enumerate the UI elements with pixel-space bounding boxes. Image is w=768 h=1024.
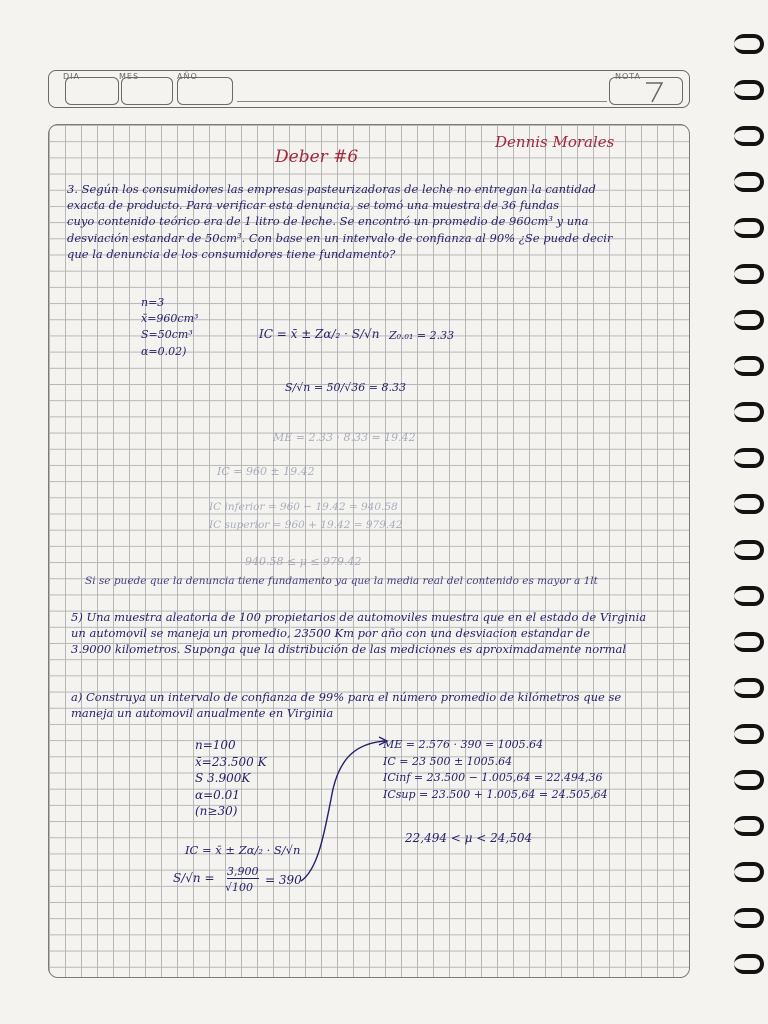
ano-label: AÑO (177, 72, 198, 81)
problem-5-line: 5) Una muestra aleatoria de 100 propietarios de automoviles muestra que en el estado de Virginia (71, 610, 647, 624)
problem-3-givens (141, 295, 198, 360)
part-a-line: maneja un automovil anualmente en Virginia (71, 706, 334, 721)
ano-cell (177, 77, 233, 105)
problem-5-formula: IC = x̄ ± Zα/₂ · S/√n (185, 843, 301, 857)
problem-3-range: 940.58 ≤ μ ≤ 979.42 (245, 555, 362, 568)
spiral-ring (734, 310, 764, 330)
given-value: S 3.900K (195, 771, 251, 785)
spiral-ring (734, 862, 764, 882)
spiral-ring (734, 540, 764, 560)
spiral-ring (734, 172, 764, 192)
seven-mark-icon (610, 78, 682, 104)
spiral-ring (734, 724, 764, 744)
given-value: n=3 (141, 296, 165, 309)
spiral-ring (734, 632, 764, 652)
problem-3-line: desviación estandar de 50cm³. Con base en un intervalo de confianza al 90% ¿Se puede decir (67, 230, 613, 245)
problem-3-line: cuyo contenido teórico era de 1 litro de leche. Se encontró un promedio de 960cm³ y una (67, 214, 589, 229)
se-result: = 390 (265, 873, 302, 887)
spiral-ring (734, 678, 764, 698)
spiral-ring (734, 356, 764, 376)
problem-3-conclusion: Si se puede que la denuncia tiene fundamento ya que la media real del contenido es mayor a 1lt (85, 575, 598, 587)
problem-3-statement (67, 181, 679, 262)
problem-5-part-a (71, 689, 681, 721)
given-value: x̄=960cm³ (141, 312, 199, 326)
ic-inferior-line: ICinf = 23.500 − 1.005,64 = 22.494,36 (383, 771, 603, 784)
problem-5-range: 22,494 < μ < 24,504 (405, 831, 533, 845)
problem-5-line: un automovil se maneja un promedio, 23500 Km por año con una desviacion estandar de (71, 626, 591, 641)
ic-superior-line: ICsup = 23.500 + 1.005,64 = 24.505,64 (383, 787, 608, 801)
nota-label: NOTA (615, 72, 642, 81)
mes-label: MES (119, 72, 140, 81)
problem-5-statement (71, 609, 681, 658)
date-header-box (48, 70, 690, 108)
problem-3-line: exacta de producto. Para verificar esta denuncia, se tomó una muestra de 36 fundas (67, 198, 560, 213)
page-title: Deber #6 (275, 147, 359, 167)
problem-3-margin-error: ME = 2.33 · 8.33 = 19.42 (273, 431, 416, 444)
spiral-ring (734, 586, 764, 606)
spiral-ring (734, 908, 764, 928)
mes-cell (121, 77, 173, 105)
spiral-ring (734, 402, 764, 422)
problem-3-z-value: Z₀.₀₁ = 2.33 (389, 329, 455, 342)
problem-3-line: que la denuncia de los consumidores tiene fundamento? (67, 246, 396, 261)
spiral-ring (734, 494, 764, 514)
problem-3-standard-error: S/√n = 50/√36 = 8.33 (285, 381, 406, 394)
nota-cell (609, 77, 683, 105)
spiral-ring (734, 954, 764, 974)
problem-5-line: 3.9000 kilometros. Suponga que la distribución de las mediciones es aproximadamente normal (71, 642, 627, 657)
problem-3-interval: IC = 960 ± 19.42 (217, 465, 315, 478)
given-value: S=50cm³ (141, 328, 193, 342)
dia-label: DIA (63, 72, 80, 81)
problem-5-givens (195, 737, 267, 820)
spiral-ring (734, 34, 764, 54)
given-value: x̄=23.500 K (195, 754, 267, 769)
spiral-ring (734, 126, 764, 146)
se-numerator: 3,900 (227, 865, 259, 878)
dia-cell (65, 77, 119, 105)
author-name: Dennis Morales (495, 133, 615, 151)
margin-error-line: ME = 2.576 · 390 = 1005.64 (383, 738, 544, 751)
se-denominator: √100 (225, 881, 254, 894)
problem-3-formula: IC = x̄ ± Zα/₂ · S/√n (259, 327, 380, 341)
problem-5-results (383, 737, 608, 803)
header-line (237, 101, 607, 102)
given-value: (n≥30) (195, 804, 238, 818)
part-a-line: a) Construya un intervalo de confianza de 99% para el número promedio de kilómetros que se (71, 690, 622, 704)
spiral-ring (734, 816, 764, 836)
given-value: α=0.01 (195, 787, 240, 802)
grid-paper (48, 124, 690, 978)
given-value: α=0.02) (141, 344, 187, 358)
problem-3-line: 3. Según los consumidores las empresas pasteurizadoras de leche no entregan la cantidad (67, 182, 596, 196)
spiral-ring (734, 770, 764, 790)
spiral-ring (734, 264, 764, 284)
problem-3-ic-superior: IC superior = 960 + 19.42 = 979.42 (209, 519, 403, 531)
given-value: n=100 (195, 738, 236, 752)
spiral-ring (734, 218, 764, 238)
spiral-ring (734, 448, 764, 468)
interval-line: IC = 23 500 ± 1005.64 (383, 754, 513, 768)
se-label: S/√n = (173, 871, 215, 885)
problem-3-ic-inferior: IC inferior = 960 − 19.42 = 940.58 (209, 501, 398, 513)
spiral-ring (734, 80, 764, 100)
